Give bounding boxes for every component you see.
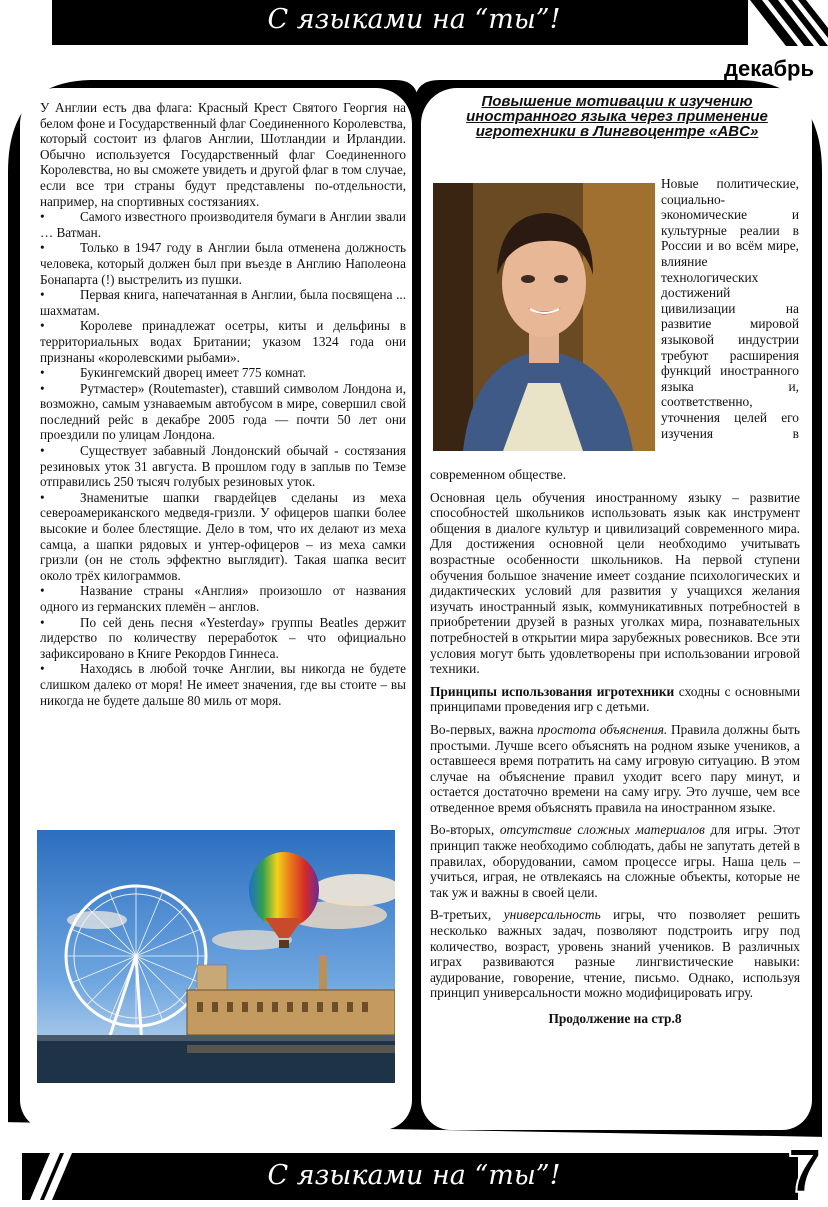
paragraph-third: В-третьих, универсальность игры, что позволяет решить несколько важных задач, позволяют подстроить игру под количество, возраст, уровень знаний учеников. В различных играх развиваются разные лингвистические навыки: аудирование, говорение, чтение, письмо. Однако, используя принцип универсальности можно модифицировать игру. <box>430 907 800 1001</box>
page-number: 7 <box>787 1137 822 1206</box>
article-wrap-text: Новые политические, социально-экономические и культурные реалии в России и во всём мире, влияние технологических достижений цивилизации на развитие мировой языковой индустрии требуют расширения функций иностранного языка и, соответственно, уточнения целей его изучения в <box>661 176 799 441</box>
paragraph-second: Во-вторых, отсутствие сложных материалов для игры. Этот принцип также необходимо соблюдать, дабы не запутать детей в правилах, оборудовании, самом процессе игры. Наша цель – учиться, играя, не отвлекаясь на сложные объекты, которые не так уж и важны в своей цели. <box>430 822 801 900</box>
paragraph-main-goal: Основная цель обучения иностранному языку – развитие способностей школьников использовать язык как инструмент общения в диалоге культур и цивилизаций современного мира. Для достижения основной цели необходимо учитывать возрастные особенности школьников. На первой ступени обучения большое значение имеет создание психологических и дидактических условий для развития у учащихся желания изучать иностранный язык, коммуникативных потребностей в приобретении друзей в разных уголках мира, познавательных потребностей в открытии мира зарубежных ровесников. Все эти условия могут быть удовлетворены при использовании игровой техники. <box>430 489 800 677</box>
fact-item: • Только в 1947 году в Англии была отменена должность человека, который должен был при въезде в Англию Наполеона Бонапарта (!) выстрелить из пушки. <box>40 240 406 287</box>
header-stripes-decoration <box>748 0 828 46</box>
header-title: С языками на “ты”! <box>267 4 561 35</box>
fact-item: • Королеве принадлежат осетры, киты и дельфины в территориальных водах Британии; указом 1324 года они признаны «королевскими рыбами». <box>40 318 406 365</box>
right-column-text <box>430 467 800 1034</box>
fact-item: • Существует забавный Лондонский обычай - состязания резиновых уток 31 августа. В прошлом году в заплыв по Темзе отправились 250 тысяч голубых резиновых уток. <box>40 443 406 490</box>
paragraph-principles: Принципы использования игротехники сходны с основными принципами проведения игр с детьми. <box>430 683 800 715</box>
issue-month: декабрь <box>724 56 814 81</box>
fact-item: • Самого известного производителя бумаги в Англии звали … Ватман. <box>40 209 406 240</box>
paragraph-first: Во-первых, важна простота объяснения. Правила должны быть простыми. Лучше всего объяснять на родном языке учеников, а оставшееся время потратить на саму игровую ситуацию. В этом случае на объяснение правил уходит всего пару минут, и остается достаточно времени на саму игру. Это лучше, чем все отведенное время объяснять правила на иностранном языке. <box>430 721 800 815</box>
continued-on-page: Продолжение на стр.8 <box>548 1011 682 1026</box>
intro-paragraph: У Англии есть два флага: Красный Крест Святого Георгия на белом фоне и Государственный флаг Соединенного Королевства, который состоит из флагов Англии, Шотландии и Ирландии. Обычно используется Государственный флаг Соединенного Королевства, но вы сможете увидеть и другой флаг в том случае, если все три страны будут представлены по-отдельности, например, на спортивных состязаниях. <box>40 100 406 209</box>
london-eye-photo <box>37 830 395 1083</box>
fact-item: • Рутмастер» (Routemaster), ставший символом Лондона и, возможно, самым узнаваемым автобусом в мире, совершил свой последний рейс в декабре 2005 года — почти 50 лет они проездили по улицам Лондона. <box>40 380 406 443</box>
fact-item: • Находясь в любой точке Англии, вы никогда не будете слишком далеко от моря! Не имеет значения, где вы стоите – вы никогда не будете дальше 80 миль от моря. <box>40 661 406 708</box>
fact-item: • Букингемский дворец имеет 775 комнат. <box>40 365 307 381</box>
left-column-text <box>40 100 406 708</box>
fact-item: • По сей день песня «Yesterday» группы Beatles держит лидерство по количеству переработок – что официально зафиксировано в Книге Рекордов Гиннеса. <box>40 614 406 661</box>
wrap-tail: современном обществе. <box>430 467 567 482</box>
fact-item: • Знаменитые шапки гвардейцев сделаны из меха североамериканского медведя-гризли. У офицеров шапки более высокие и более блестящие. Дело в том, что их делают из меха самца, а шапки рядовых и унтер-офицеров – из меха самки гризли (он не столь эффектно выглядит). Такая шапка весит около трёх килограммов. <box>40 489 406 583</box>
teacher-portrait-photo <box>433 183 655 451</box>
footer-title: С языками на “ты”! <box>267 1160 561 1191</box>
fact-item: • Первая книга, напечатанная в Англии, была посвящена ... шахматам. <box>40 287 406 318</box>
fact-item: • Название страны «Англия» произошло от названия одного из германских племён – англов. <box>40 583 406 614</box>
article-title: Повышение мотивации к изучению иностранного языка через применение игротехники в Лингвоцентре «ABC» <box>466 93 768 140</box>
